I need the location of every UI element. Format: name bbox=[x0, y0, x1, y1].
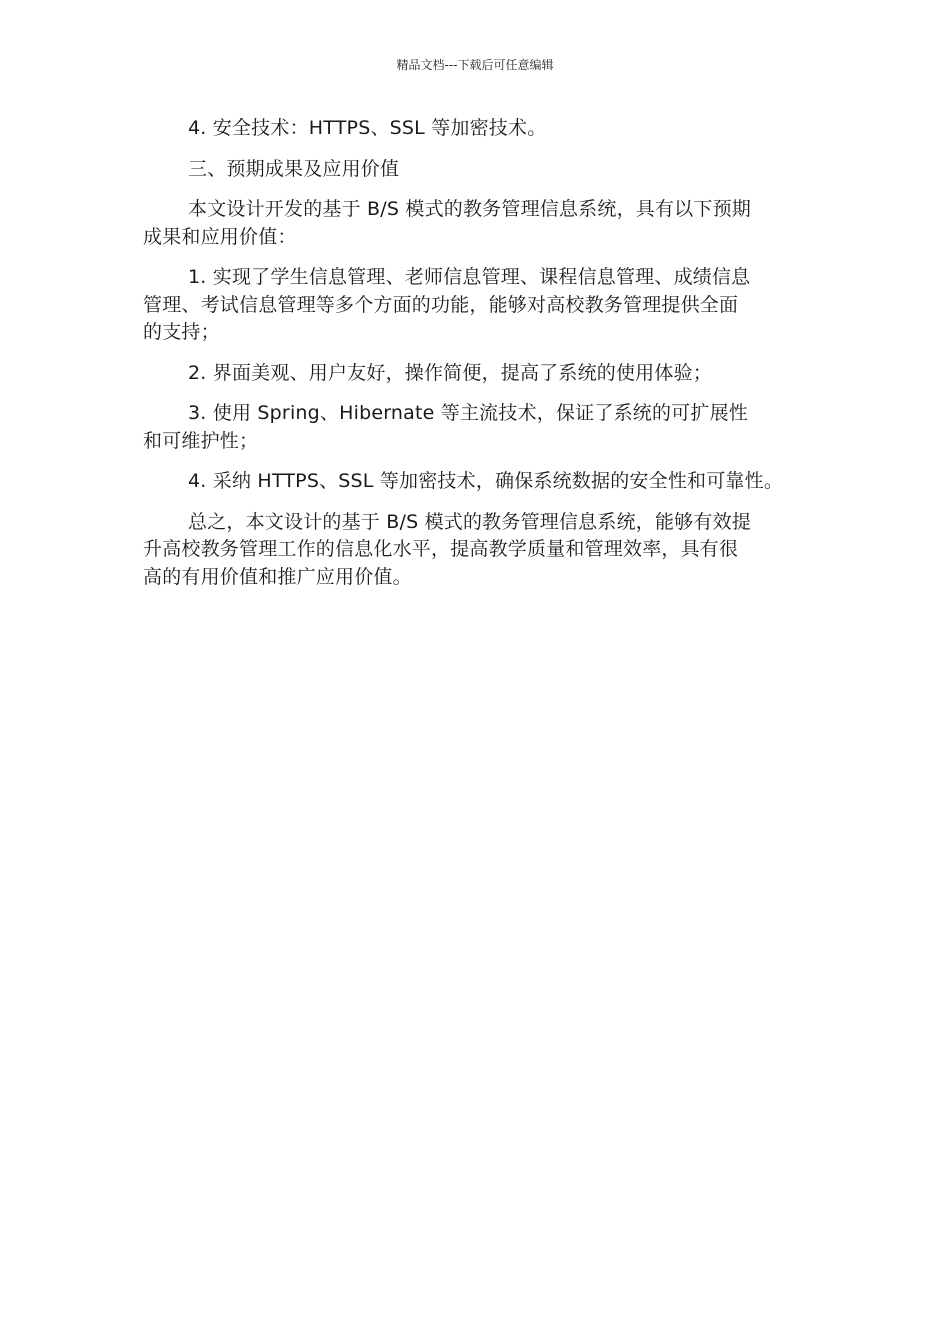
list-item-2: 2. 界面美观、用户友好，操作简便，提高了系统的使用体验； bbox=[188, 361, 712, 384]
list-item-1: 1. 实现了学生信息管理、老师信息管理、课程信息管理、成绩信息 管理、考试信息管理等多个方面的功能，能够对高校教务管理提供全面 的支持； bbox=[143, 266, 751, 343]
paragraph-conclusion: 总之，本文设计的基于 B/S 模式的教务管理信息系统，能够有效提 升高校教务管理工作的信息化水平，提高教学质量和管理效率，具有很 高的有用价值和推广应用价值。 bbox=[143, 510, 751, 588]
paragraph-security-tech: 4. 安全技术：HTTPS、SSL 等加密技术。 bbox=[188, 117, 547, 139]
list-item-4: 4. 采纳 HTTPS、SSL 等加密技术，确保系统数据的安全性和可靠性。 bbox=[188, 470, 784, 492]
document-body bbox=[143, 115, 813, 604]
list-item-3: 3. 使用 Spring、Hibernate 等主流技术，保证了系统的可扩展性 和可维护性； bbox=[143, 402, 748, 452]
section-heading-expected-results: 三、预期成果及应用价值 bbox=[188, 157, 400, 180]
page-header: 精品文档---下载后可任意编辑 bbox=[396, 58, 554, 72]
paragraph-intro: 本文设计开发的基于 B/S 模式的教务管理信息系统，具有以下预期 成果和应用价值： bbox=[143, 198, 751, 248]
